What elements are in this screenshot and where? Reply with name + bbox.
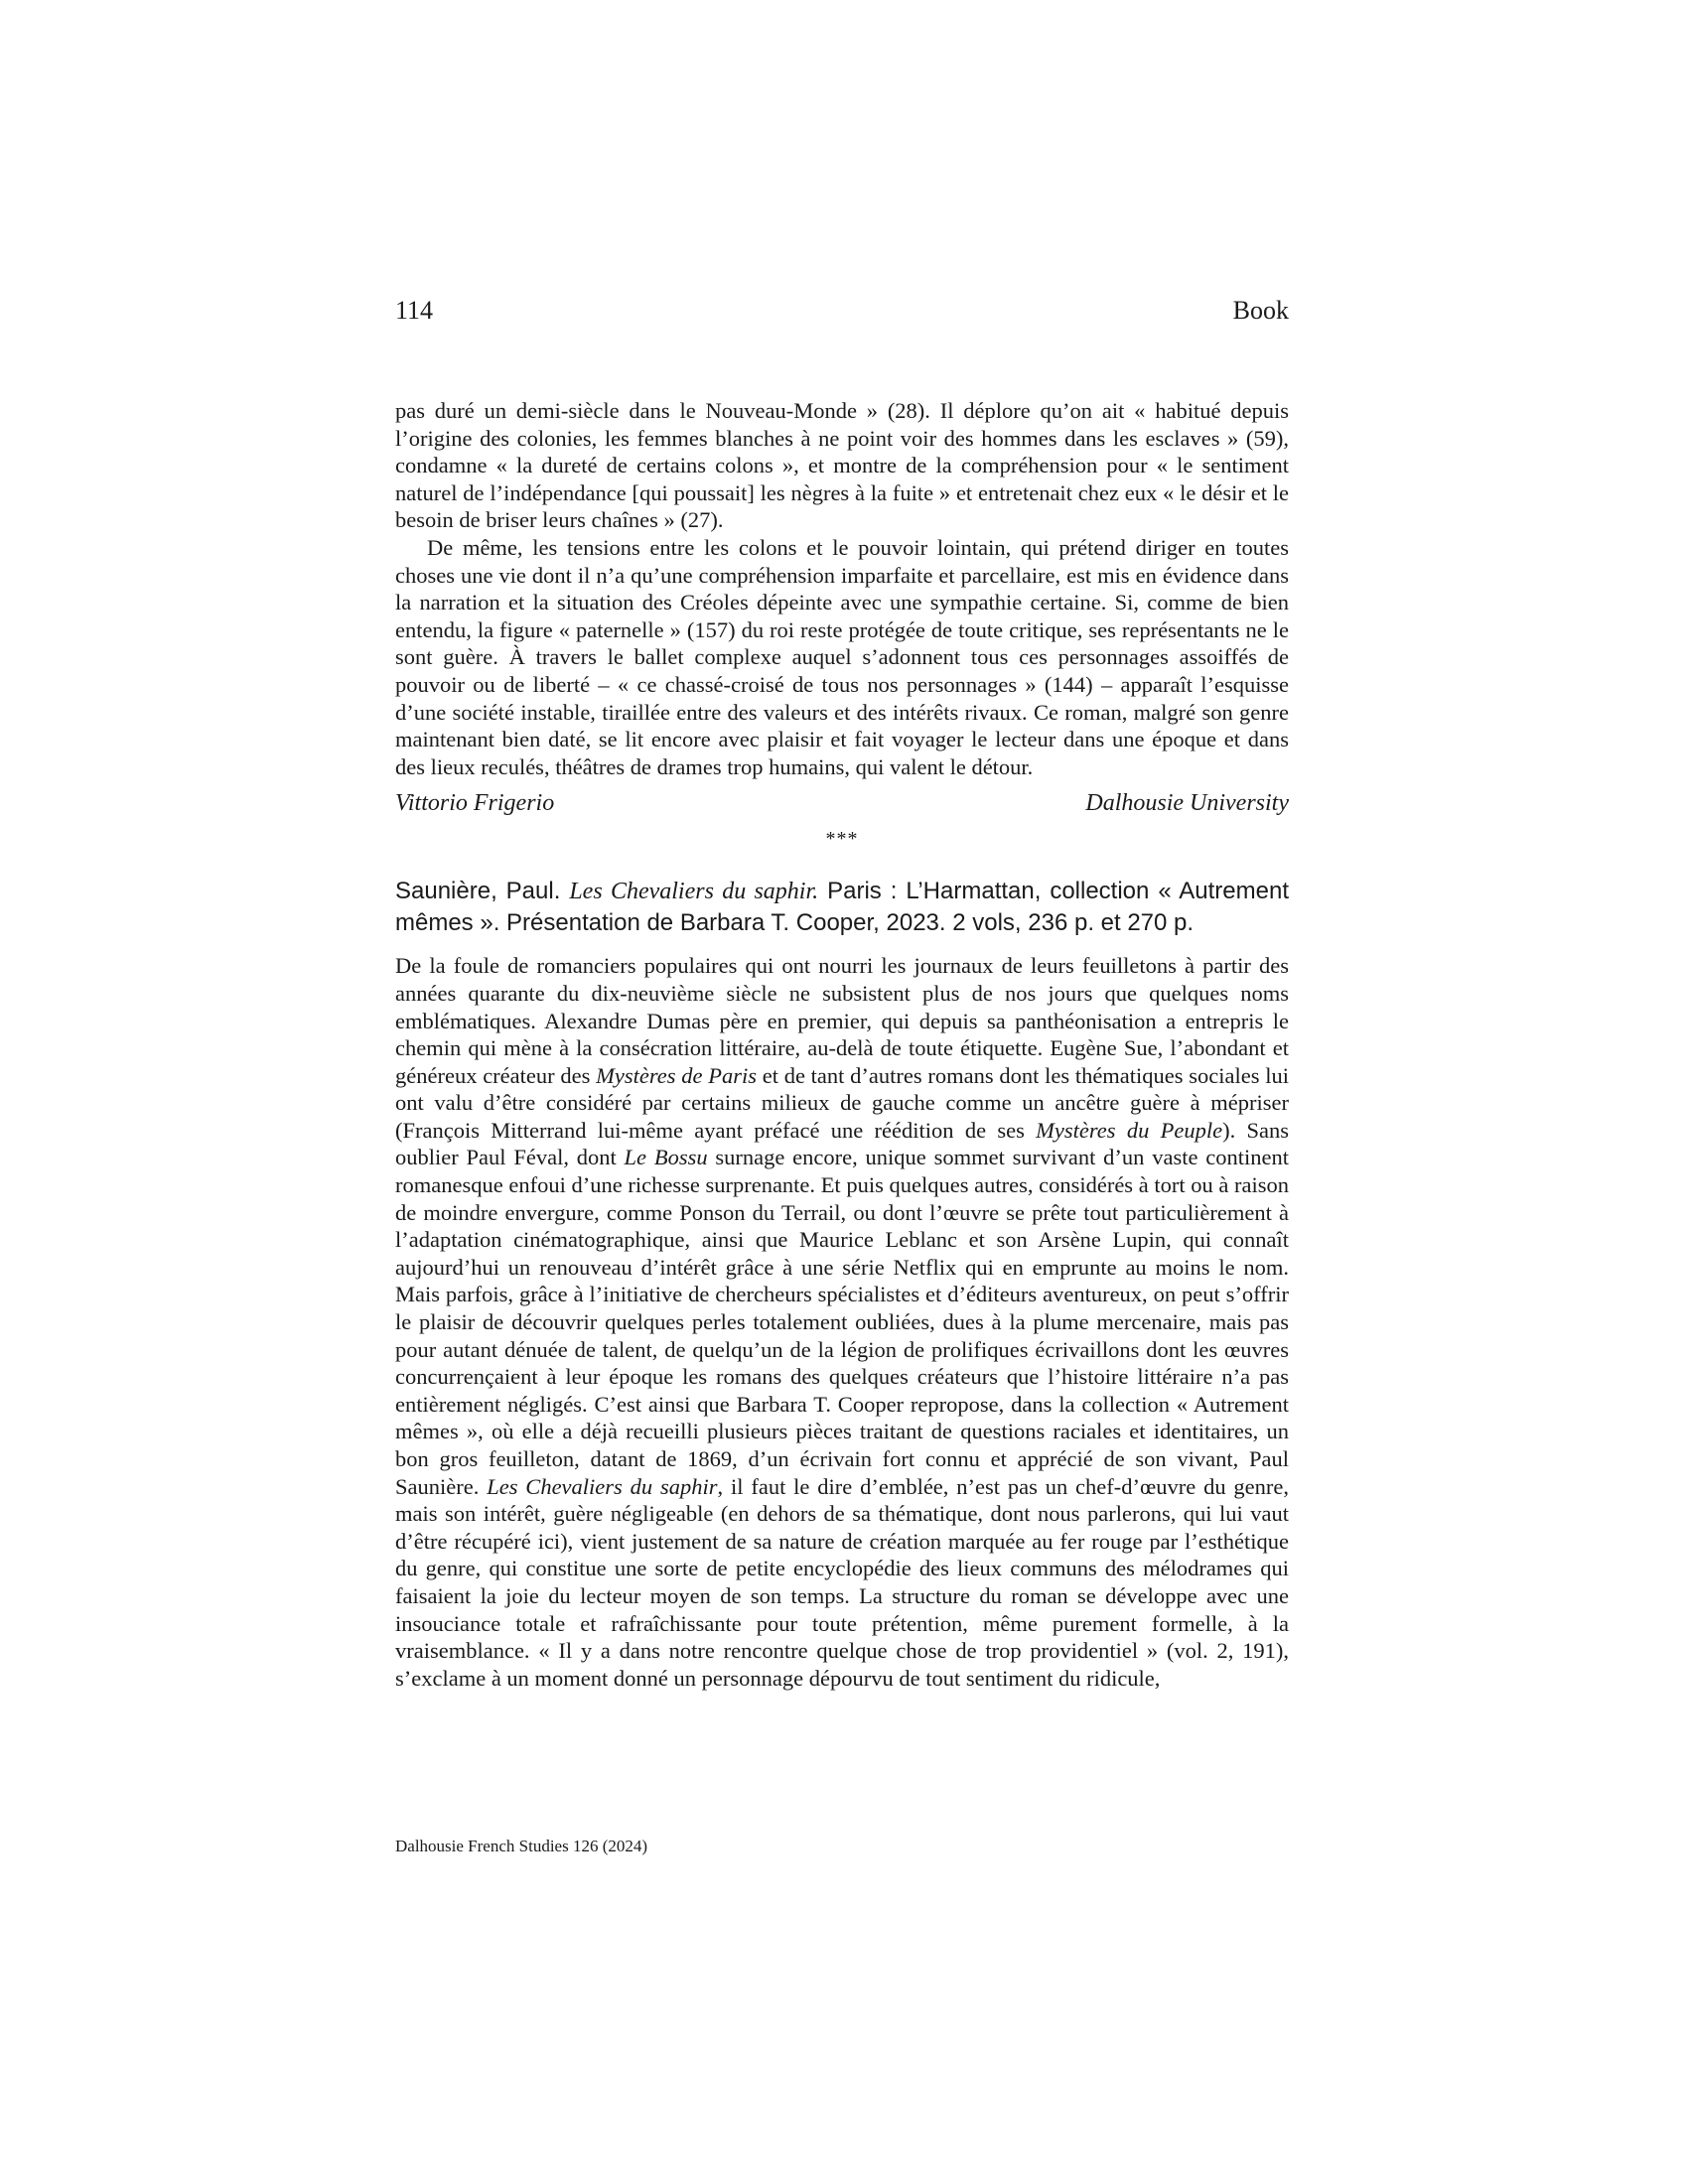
- section-title: Book: [1232, 296, 1289, 325]
- citation-author: Saunière, Paul.: [395, 878, 570, 905]
- review-paragraph-1: pas duré un demi-siècle dans le Nouveau-Monde » (28). Il déplore qu’on ait « habitué depuis l’origine des colonies, les femmes blanches à ne point voir des hommes dans les esclaves » (59), condamne « la dureté de certains colons », et montre de la compréhension pour « le sentiment naturel de l’indépendance [qui poussait] les nègres à la fuite » et entretenait chez eux « le désir et le besoin de briser leurs chaînes » (27).: [395, 398, 1289, 533]
- review-text-3: ). Sans oublier Paul Féval, dont: [395, 1117, 1290, 1170]
- review-body: [395, 952, 1289, 1692]
- citation-title: Les Chevaliers du saphir.: [569, 879, 819, 905]
- journal-footer: Dalhousie French Studies 126 (2024): [395, 1837, 648, 1855]
- section-separator: ***: [825, 828, 859, 851]
- citation-publication: Paris : L’Harmattan, collection « Autrement mêmes ». Présentation de Barbara T. Cooper, 2023. 2 vols, 236 p. et 270 p.: [395, 878, 1290, 937]
- review-text-5: , il faut le dire d’emblée, n’est pas un chef-d’œuvre du genre, mais son intérêt, guère négligeable (en dehors de sa thématique, dont nous parlerons, qui lui vaut d’être récupéré ici), vient justement de sa nature de création marquée au fer rouge par l’esthétique du genre, qui constitue une sorte de petite encyclopédie des lieux communs des mélodrames qui faisaient la joie du lecteur moyen de son temps. La structure du roman se développe avec une insouciance totale et rafraîchissante pour toute prétention, même purement formelle, à la vraisemblance. « Il y a dans notre rencontre quelque chose de trop providentiel » (vol. 2, 191), s’exclame à un moment donné un personnage dépourvu de tout sentiment du ridicule,: [395, 1473, 1290, 1691]
- review-text-1: De la foule de romanciers populaires qui ont nourri les journaux de leurs feuilletons à partir des années quarante du dix-neuvième siècle ne subsistent plus de nos jours que quelques noms emblématiques. Alexandre Dumas père en premier, qui depuis sa panthéonisation a entrepris le chemin qui mène à la consécration littéraire, au-delà de toute étiquette. Eugène Sue, l’abondant et généreux créateur des: [395, 953, 1289, 1088]
- work-title-4: Les Chevaliers du saphir: [487, 1473, 718, 1499]
- reviewer-institution: Dalhousie University: [1085, 790, 1289, 817]
- review-text-2: et de tant d’autres romans dont les thématiques sociales lui ont valu d’être considéré par certains milieux de gauche comme un ancêtre guère à mépriser (François Mitterrand lui-même ayant préfacé une réédition de ses: [395, 1062, 1289, 1143]
- review-text-4: surnage encore, unique sommet survivant d’un vaste continent romanesque enfoui d’une richesse surprenante. Et puis quelques autres, considérés à tort ou à raison de moindre envergure, comme Ponson du Terrail, ou dont l’œuvre se prête tout particulièrement à l’adaptation cinématographique, ainsi que Maurice Leblanc et son Arsène Lupin, qui connaît aujourd’hui un renouveau d’intérêt grâce à une série Netflix qui en emprunte au moins le nom. Mais parfois, grâce à l’initiative de chercheurs spécialistes et d’éditeurs aventureux, on peut s’offrir le plaisir de découvrir quelques perles totalement oubliées, dues à la plume mercenaire, mais pas pour autant dénuée de talent, de quelqu’un de la légion de prolifiques écrivaillons dont les œuvres concurrençaient à leur époque les romans des quelques créateurs que l’histoire littéraire n’a pas entièrement négligés. C’est ainsi que Barbara T. Cooper repropose, dans la collection « Autrement mêmes », où elle a déjà recueilli plusieurs pièces traitant de questions raciales et identitaires, un bon gros feuilleton, datant de 1869, d’un écrivain fort connu et apprécié de son vivant, Paul Saunière.: [395, 1145, 1289, 1499]
- review-paragraph-2: De même, les tensions entre les colons et le pouvoir lointain, qui prétend diriger en toutes choses une vie dont il n’a qu’une compréhension imparfaite et parcellaire, est mis en évidence dans la narration et la situation des Créoles dépeinte avec une sympathie certaine. Si, comme de bien entendu, la figure « paternelle » (157) du roi reste protégée de toute critique, ses représentants ne le sont guère. À travers le ballet complexe auquel s’adonnent tous ces personnages assoiffés de pouvoir ou de liberté – « ce chassé-croisé de tous nos personnages » (144) – apparaît l’esquisse d’une société instable, tiraillée entre des valeurs et des intérêts rivaux. Ce roman, malgré son genre maintenant bien daté, se lit encore avec plaisir et fait voyager le lecteur dans une époque et dans des lieux reculés, théâtres de drames trop humains, qui valent le détour.: [395, 534, 1289, 779]
- work-title-3: Le Bossu: [624, 1145, 708, 1170]
- work-title-1: Mystères de Paris: [596, 1062, 757, 1088]
- running-header: [395, 296, 1289, 336]
- work-title-2: Mystères du Peuple: [1036, 1117, 1223, 1143]
- reviewer-name: Vittorio Frigerio: [395, 790, 555, 817]
- page-number: 114: [395, 296, 434, 325]
- book-citation: [395, 876, 1289, 938]
- body-column: [395, 397, 1289, 1692]
- review-signature: [395, 790, 1289, 822]
